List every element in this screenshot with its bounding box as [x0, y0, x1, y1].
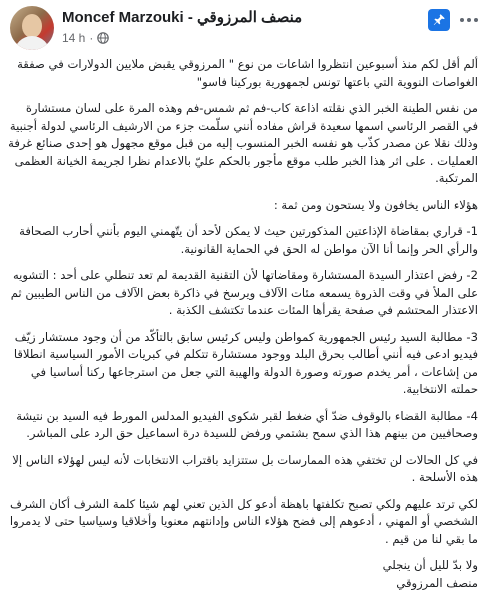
pin-icon — [432, 13, 446, 27]
post-closing-line: ولا بدّ لليل أن ينجلي — [382, 558, 478, 572]
avatar[interactable] — [10, 6, 54, 50]
post-paragraph-8: في كل الحالات لن تختفي هذه الممارسات بل ستتزايد باقتراب الانتخابات لأنه ليس لهؤلاء الناس إلا هذه الأسلحة . — [12, 452, 478, 484]
post-paragraph-6: 3- مطالبة السيد رئيس الجمهورية كمواطن وليس كرئيس سابق بالتأكّد من أن وجود مستشار زيّف فيديو ادعى فيه أنني أطالب بحرق البلد ووجود مستشارة تتكلم في كبريات الأمور السياسية انطلاقا من إشاعات ، أمر يخدم صورته وصورة الدولة والهيبة التي جعل من استرجاعها ركنا أساسيا في حملته الانتخابية. — [13, 329, 478, 396]
post-timestamp[interactable]: 14 h — [62, 31, 86, 45]
more-options-icon — [460, 18, 464, 22]
page-name-arabic[interactable]: منصف المرزوقي — [197, 9, 303, 26]
post-paragraph-7: 4- مطالبة القضاء بالوقوف ضدّ أي ضغط لقبر شكوى الفيديو المدلس المورط فيه السيد بن نتيشة وصحافيين من بينهم هذا الذي سمح بشتمي ورفض للسيدة درة اسماعيل حق الرد على المباشر. — [16, 408, 478, 440]
name-separator: - — [187, 9, 193, 26]
more-options-button[interactable] — [458, 12, 480, 28]
avatar-face — [22, 14, 42, 38]
post-meta — [62, 31, 109, 45]
author-name[interactable]: Moncef Marzouki — [62, 9, 184, 26]
post-paragraph-9: لكي ترتد عليهم ولكي تصبح تكلفتها باهظة أدعو كل الذين تعني لهم شيئا كلمة الشرف أكان الشرف الشخصي أو المهني ، أدعوهم إلى فضح هؤلاء الناس وإدانتهم معنويا وأخلاقيا وسياسيا حتى لا يدمروا ما بقي لنا من قيم . — [9, 496, 478, 546]
post-body — [8, 56, 478, 592]
avatar-shirt — [14, 36, 50, 50]
post-paragraph-3: هؤلاء الناس يخافون ولا يستحون ومن ثمة : — [273, 197, 478, 212]
author-line — [62, 8, 302, 26]
more-options-icon — [474, 18, 478, 22]
post-paragraph-1: ألم أقل لكم منذ أسبوعين انتظروا اشاعات من نوع " المرزوقي يقبض ملايين الدولارات في صفقة الغواصات النووية التي باعتها تونس لجمهورية بوركينا فاسو" — [17, 57, 478, 89]
post-paragraph-4: 1- قراري بمقاضاة الإذاعتين المذكورتين حيث لا يمكن لأحد أن يتّهمني اليوم بأنني أحارب الصحافة والرأي الحر وإنما أنا الآن مواطن له الحق في الحماية القانونية. — [19, 224, 478, 256]
post-header — [0, 0, 488, 56]
pin-button[interactable] — [428, 9, 450, 31]
post-paragraph-2: من نفس الطينة الخبر الذي نقلته اذاعة كاب-فم ثم شمس-فم وهذه المرة على لسان مستشارة في القصر الرئاسي اسمها سعيدة قراش مفاده أنني سلّمت جزء من الارشيف الرئاسي لدولة أجنبية وذلك نقلا عن مصدر كذّب هو نفسه الخبر المنسوب إليه من قبل موقع مجهول هو إحدى صنائع غرفة العمليات . على اثر هذا الخبر طلب موقع مأجور بالحكم عليّ بالاعدام نظرا لجريمة الخيانة العظمى المرتكبة. — [8, 101, 478, 185]
meta-separator: · — [89, 31, 94, 45]
more-options-icon — [467, 18, 471, 22]
post-signature: منصف المرزوقي — [396, 575, 478, 590]
globe-icon — [97, 32, 109, 44]
post-paragraph-5: 2- رفض اعتذار السيدة المستشارة ومقاضاتها لأن التقنية القديمة لم تعد تنطلي على أحد : التشويه على الملأ في وقت الذروة يسمعه مئات الآلاف ويرسخ في ذاكرة بعض الآلاف من الناس الطيبين ثم الاعتذار المحتشم في صفحة يقرأها المئات عندما تكتشف الكذبة . — [10, 268, 478, 317]
